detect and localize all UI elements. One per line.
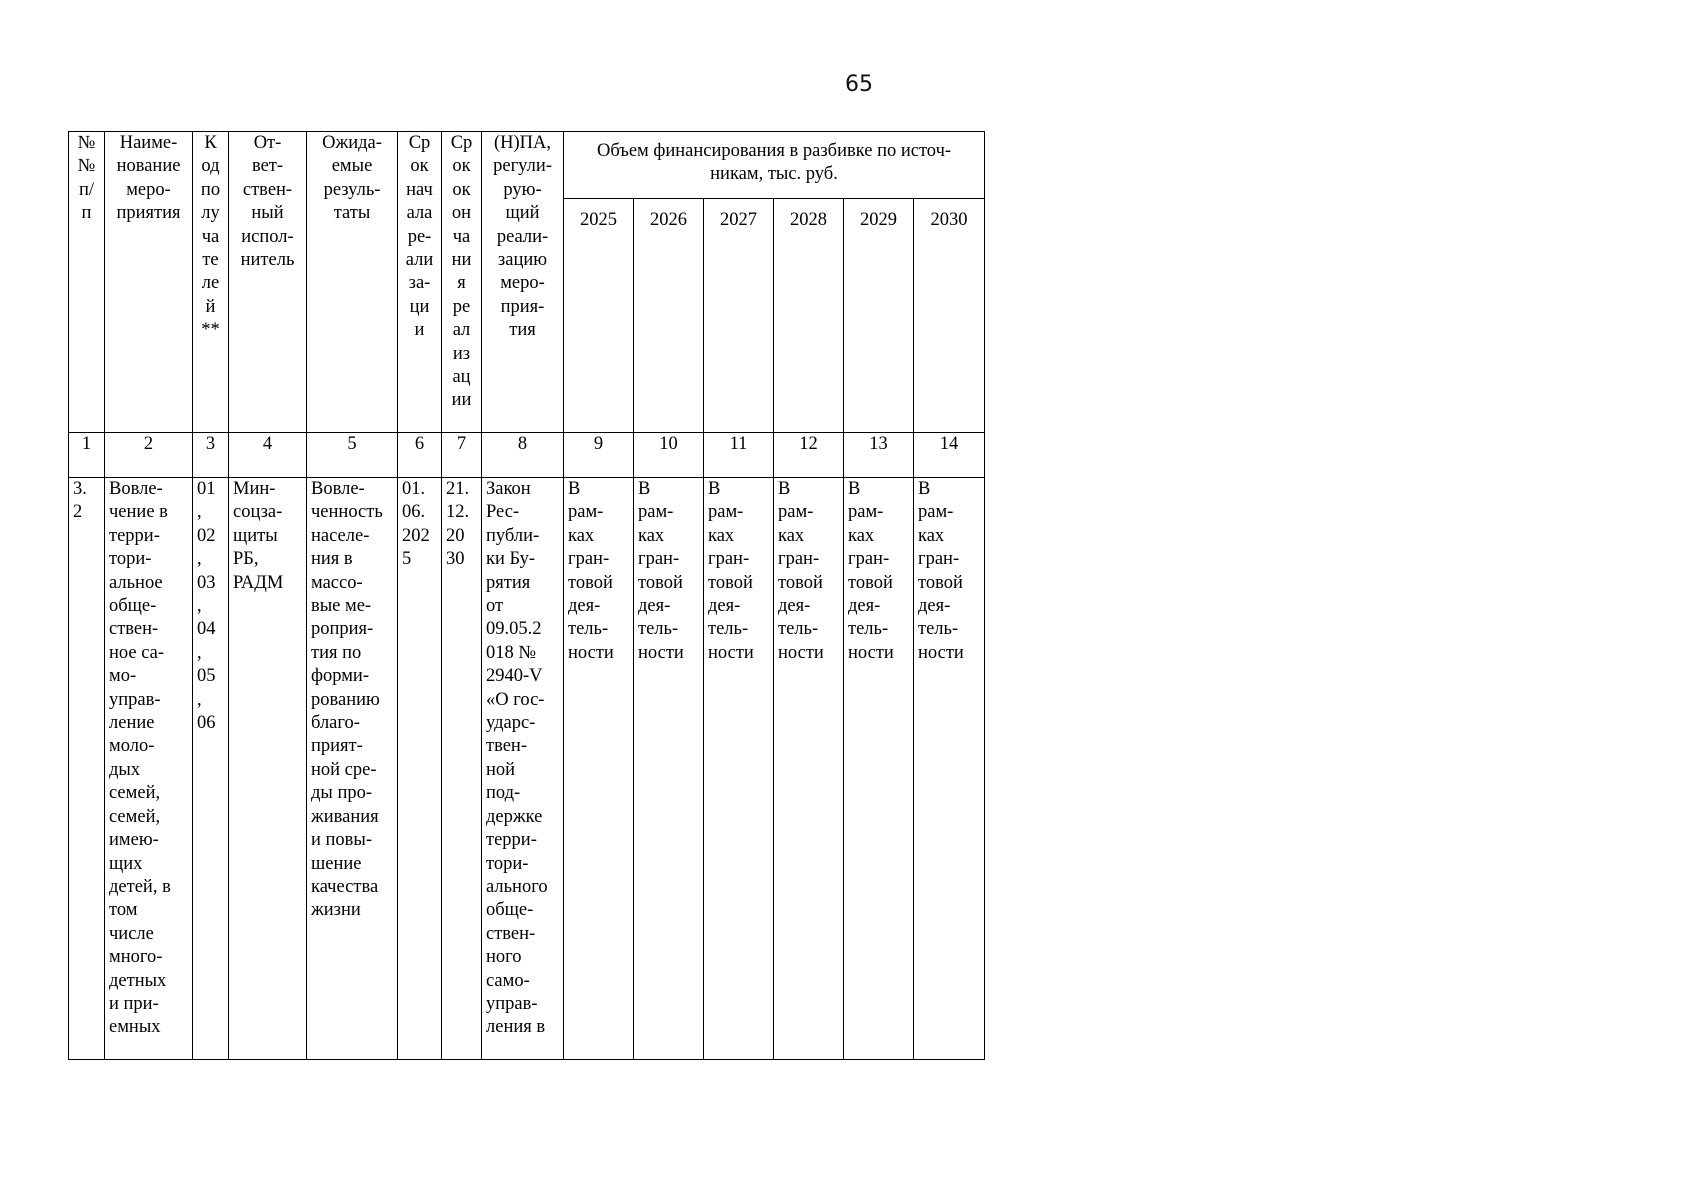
column-number: 2 <box>105 433 193 478</box>
column-number: 14 <box>914 433 985 478</box>
text-line: В <box>568 479 581 499</box>
text-line: 30 <box>446 549 465 570</box>
text-line: ности <box>848 642 894 663</box>
column-number: 3 <box>193 433 229 478</box>
text-line: ал <box>452 320 471 341</box>
text-line: меро- <box>500 273 545 294</box>
text-line: испол- <box>241 226 294 247</box>
text-line: ок <box>452 156 471 177</box>
header-expected-results <box>307 132 398 433</box>
text-line: обще- <box>109 596 157 617</box>
text-line: ре- <box>407 226 432 247</box>
text-line: по <box>200 179 221 200</box>
text-line: много- <box>109 947 163 968</box>
text-line: и при- <box>109 993 159 1014</box>
text-line: ци <box>409 296 430 317</box>
row-funding-2028 <box>774 478 844 1060</box>
text-line: шение <box>311 853 362 874</box>
text-line: «О гос- <box>486 689 545 710</box>
text-line: тель- <box>638 619 679 640</box>
text-line: качества <box>311 876 379 897</box>
column-number: 1 <box>69 433 105 478</box>
text-line: и <box>414 320 425 341</box>
text-line: ок <box>410 156 429 177</box>
text-line: ный <box>251 203 284 224</box>
text-line: под- <box>486 783 521 804</box>
text-line: ной <box>486 759 516 780</box>
text-line: 20 <box>446 525 465 546</box>
header-measure-name <box>105 132 193 433</box>
row-measure-name <box>105 478 193 1060</box>
text-line: зацию <box>497 250 548 271</box>
row-funding-2026 <box>634 478 704 1060</box>
text-line: лу <box>201 203 220 224</box>
text-line: 06. <box>402 502 426 523</box>
text-line: мо- <box>109 666 137 687</box>
text-line: товой <box>638 572 683 593</box>
text-line: товой <box>568 572 613 593</box>
text-line: ности <box>568 642 614 663</box>
text-line: рам- <box>638 502 674 523</box>
text-line: ности <box>778 642 824 663</box>
text-line: меро- <box>126 179 171 200</box>
text-line: ац <box>452 367 471 388</box>
text-line: рятия <box>486 572 531 593</box>
column-number: 4 <box>229 433 307 478</box>
text-line: регули- <box>493 156 552 177</box>
text-line: ление <box>109 713 155 734</box>
text-line: Вовле- <box>311 479 365 499</box>
text-line: 09.05.2 <box>486 619 542 640</box>
column-numbers-row <box>69 433 985 478</box>
text-line: гран- <box>848 549 890 570</box>
text-line: тель- <box>918 619 959 640</box>
text-line: ального <box>486 876 548 897</box>
text-line: 04 <box>197 619 216 640</box>
text-line: из <box>452 343 471 364</box>
text-line: роприя- <box>311 619 374 640</box>
text-line: ча <box>201 226 220 247</box>
text-line: прият- <box>311 736 363 757</box>
column-number: 5 <box>307 433 398 478</box>
text-line: соцза- <box>233 502 283 523</box>
text-line: гран- <box>568 549 610 570</box>
text-line: дых <box>109 759 141 780</box>
text-line: 21. <box>446 479 470 499</box>
text-line: ле <box>201 273 220 294</box>
text-line: тори- <box>486 853 529 874</box>
row-legal-act <box>482 478 564 1060</box>
text-line: тия по <box>311 642 362 663</box>
text-line: те <box>202 250 219 271</box>
text-line: тель- <box>848 619 889 640</box>
text-line: ках <box>778 525 805 546</box>
text-line: 5 <box>402 549 412 570</box>
text-line: товой <box>918 572 963 593</box>
text-line: детей, в <box>109 876 171 897</box>
text-line: таты <box>333 203 371 224</box>
text-line: имею- <box>109 830 159 851</box>
text-line: , <box>197 689 202 710</box>
text-line: ствен- <box>486 923 536 944</box>
text-line: От- <box>253 133 282 153</box>
header-recipient-code <box>193 132 229 433</box>
text-line: моло- <box>109 736 155 757</box>
column-number: 13 <box>844 433 914 478</box>
text-line: ча <box>452 226 471 247</box>
text-line: тори- <box>109 549 152 570</box>
row-start-date <box>398 478 442 1060</box>
text-line: ударс- <box>486 713 536 734</box>
text-line: населе- <box>311 525 370 546</box>
text-line: ствен- <box>109 619 159 640</box>
text-line: Вовле- <box>109 479 163 499</box>
header-executor <box>229 132 307 433</box>
column-number: 8 <box>482 433 564 478</box>
text-line: рованию <box>311 689 380 710</box>
text-line: щиты <box>233 525 278 546</box>
text-line: дея- <box>568 596 601 617</box>
text-line: 01 <box>197 479 216 499</box>
text-line: реали- <box>496 226 549 247</box>
text-line: никам, тыс. руб. <box>710 164 838 184</box>
text-line: рам- <box>778 502 814 523</box>
text-line: ках <box>918 525 945 546</box>
text-line: нач <box>406 179 433 200</box>
text-line: дея- <box>708 596 741 617</box>
column-number: 7 <box>442 433 482 478</box>
text-line: семей, <box>109 783 161 804</box>
text-line: Ожида- <box>322 133 382 153</box>
text-line: само- <box>486 970 530 991</box>
text-line: и повы- <box>311 830 373 851</box>
header-number <box>69 132 105 433</box>
text-line: ды про- <box>311 783 373 804</box>
text-line: товой <box>708 572 753 593</box>
text-line: Объем финансирования в разбивке по источ- <box>596 141 952 161</box>
column-number: 10 <box>634 433 704 478</box>
text-line: В <box>778 479 791 499</box>
table-row <box>69 478 985 1060</box>
text-line: ках <box>638 525 665 546</box>
text-line: чение в <box>109 502 168 523</box>
text-line: гран- <box>918 549 960 570</box>
text-line: 018 № <box>486 642 537 663</box>
header-start-date <box>398 132 442 433</box>
header-year: 2026 <box>634 199 704 433</box>
text-line: рам- <box>568 502 604 523</box>
text-line: я <box>457 273 466 294</box>
text-line: 02 <box>197 525 216 546</box>
text-line: обще- <box>486 900 534 921</box>
column-number: 11 <box>704 433 774 478</box>
row-expected-results <box>307 478 398 1060</box>
text-line: , <box>197 642 202 663</box>
text-line: В <box>848 479 861 499</box>
text-line: держке <box>486 806 543 827</box>
text-line: гран- <box>708 549 750 570</box>
text-line: Мин- <box>233 479 276 499</box>
text-line: 05 <box>197 666 216 687</box>
text-line: ченность <box>311 502 383 523</box>
header-year: 2028 <box>774 199 844 433</box>
row-end-date <box>442 478 482 1060</box>
text-line: управ- <box>109 689 161 710</box>
text-line: В <box>708 479 721 499</box>
text-line: тель- <box>778 619 819 640</box>
text-line: за- <box>408 273 431 294</box>
text-line: дея- <box>848 596 881 617</box>
text-line: числе <box>109 923 154 944</box>
text-line: (Н)ПА, <box>493 133 552 153</box>
text-line: № <box>77 156 96 177</box>
text-line: массо- <box>311 572 363 593</box>
text-line: ности <box>708 642 754 663</box>
text-line: п <box>81 203 92 224</box>
text-line: ности <box>918 642 964 663</box>
text-line: дея- <box>918 596 951 617</box>
text-line: дея- <box>778 596 811 617</box>
text-line: гран- <box>638 549 680 570</box>
header-year: 2029 <box>844 199 914 433</box>
text-line: от <box>486 596 504 617</box>
text-line: ное са- <box>109 642 165 663</box>
text-line: Наиме- <box>119 133 178 153</box>
text-line: В <box>638 479 651 499</box>
text-line: гран- <box>778 549 820 570</box>
text-line: п/ <box>78 179 95 200</box>
text-line: тель- <box>568 619 609 640</box>
row-recipient-code <box>193 478 229 1060</box>
text-line: щий <box>505 203 540 224</box>
text-line: вые ме- <box>311 596 372 617</box>
text-line: щих <box>109 853 143 874</box>
header-year: 2027 <box>704 199 774 433</box>
text-line: ** <box>201 320 220 341</box>
text-line: , <box>197 502 202 523</box>
text-line: благо- <box>311 713 360 734</box>
text-line: ре <box>452 296 471 317</box>
text-line: прия- <box>500 296 545 317</box>
text-line: од <box>201 156 220 177</box>
row-executor <box>229 478 307 1060</box>
row-funding-2029 <box>844 478 914 1060</box>
text-line: али <box>405 250 434 271</box>
text-line: Закон <box>486 479 531 499</box>
text-line: живания <box>311 806 379 827</box>
header-year: 2030 <box>914 199 985 433</box>
text-line: рам- <box>918 502 954 523</box>
text-line: ок <box>452 179 471 200</box>
text-line: Ср <box>450 133 473 153</box>
text-line: ках <box>848 525 875 546</box>
text-line: ного <box>486 947 522 968</box>
text-line: емые <box>331 156 373 177</box>
page-number: 65 <box>845 72 873 97</box>
text-line: ала <box>406 203 433 224</box>
text-line: ках <box>568 525 595 546</box>
text-line: резуль- <box>323 179 381 200</box>
text-line: 01. <box>402 479 426 499</box>
text-line: нование <box>116 156 181 177</box>
text-line: 2 <box>73 502 83 523</box>
text-line: форми- <box>311 666 369 687</box>
text-line: семей, <box>109 806 161 827</box>
text-line: 2940-V <box>486 666 543 687</box>
text-line: ии <box>451 390 472 411</box>
column-number: 9 <box>564 433 634 478</box>
text-line: ни <box>451 250 472 271</box>
text-line: он <box>451 203 472 224</box>
text-line: ления в <box>486 1017 546 1038</box>
measures-table <box>68 131 985 1060</box>
text-line: 03 <box>197 572 216 593</box>
text-line: рую- <box>503 179 542 200</box>
text-line: й <box>205 296 216 317</box>
text-line: 06 <box>197 713 216 734</box>
text-line: К <box>204 133 217 153</box>
text-line: нитель <box>240 250 295 271</box>
text-line: терри- <box>109 525 160 546</box>
text-line: ки Бу- <box>486 549 536 570</box>
text-line: терри- <box>486 830 537 851</box>
text-line: ности <box>638 642 684 663</box>
text-line: дея- <box>638 596 671 617</box>
text-line: 202 <box>402 525 430 546</box>
header-financing <box>564 132 985 199</box>
text-line: вет- <box>251 156 284 177</box>
text-line: детных <box>109 970 167 991</box>
text-line: товой <box>848 572 893 593</box>
text-line: альное <box>109 572 163 593</box>
text-line: том <box>109 900 138 921</box>
row-number <box>69 478 105 1060</box>
text-line: № <box>77 133 96 153</box>
text-line: рам- <box>848 502 884 523</box>
text-line: емных <box>109 1017 161 1038</box>
text-line: ной сре- <box>311 759 377 780</box>
text-line: 3. <box>73 479 87 499</box>
row-funding-2025 <box>564 478 634 1060</box>
text-line: ствен- <box>242 179 293 200</box>
text-line: РАДМ <box>233 572 284 593</box>
column-number: 6 <box>398 433 442 478</box>
text-line: РБ, <box>233 549 259 570</box>
text-line: , <box>197 549 202 570</box>
text-line: рам- <box>708 502 744 523</box>
text-line: управ- <box>486 993 538 1014</box>
text-line: товой <box>778 572 823 593</box>
text-line: твен- <box>486 736 527 757</box>
text-line: ния в <box>311 549 353 570</box>
text-line: Ср <box>408 133 431 153</box>
text-line: , <box>197 596 202 617</box>
table-header-row <box>69 132 985 199</box>
text-line: 12. <box>446 502 470 523</box>
text-line: приятия <box>116 203 181 224</box>
column-number: 12 <box>774 433 844 478</box>
text-line: В <box>918 479 931 499</box>
text-line: тия <box>509 320 536 341</box>
text-line: Рес- <box>486 502 520 523</box>
header-year: 2025 <box>564 199 634 433</box>
text-line: публи- <box>486 525 540 546</box>
row-funding-2027 <box>704 478 774 1060</box>
text-line: ках <box>708 525 735 546</box>
row-funding-2030 <box>914 478 985 1060</box>
text-line: тель- <box>708 619 749 640</box>
header-legal-act <box>482 132 564 433</box>
text-line: жизни <box>311 900 361 921</box>
header-end-date <box>442 132 482 433</box>
